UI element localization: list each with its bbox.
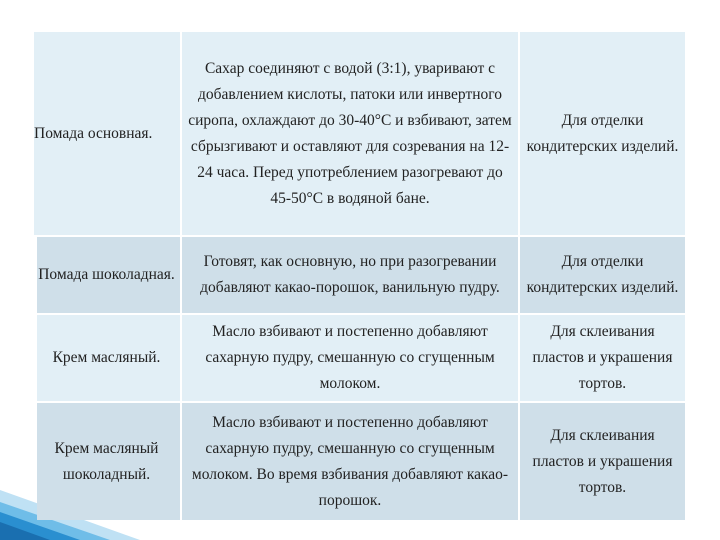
row-2-method: Готовят, как основную, но при разогревании добавляют какао-порошок, ванильную пудру. bbox=[180, 235, 520, 313]
row-1-method: Сахар соединяют с водой (3:1), уваривают с добавлением кислоты, патоки или инвертного сиропа, охлаждают до 30-40°С и взбивают, затем сбрызгивают и оставляют для созревания на 12-24 часа. Перед употреблением разогревают до 45-50°С в водяной бане. bbox=[180, 32, 520, 235]
row-3-use: Для склеивания пластов и украшения тортов. bbox=[520, 313, 685, 401]
row-1-name: Помада основная. bbox=[34, 32, 180, 235]
recipe-table bbox=[34, 32, 685, 520]
row-3-name: Крем масляный. bbox=[37, 313, 180, 401]
row-1-use: Для отделки кондитерских изделий. bbox=[520, 32, 685, 235]
row-4-method: Масло взбивают и постепенно добавляют сахарную пудру, смешанную со сгущенным молоком. Во время взбивания добавляют какао-порошок. bbox=[180, 401, 520, 520]
row-2-use: Для отделки кондитерских изделий. bbox=[520, 235, 685, 313]
row-2-name: Помада шоколадная. bbox=[37, 235, 180, 313]
row-4-name: Крем масляный шоколадный. bbox=[37, 401, 180, 520]
row-4-use: Для склеивания пластов и украшения тортов. bbox=[520, 401, 685, 520]
row-3-method: Масло взбивают и постепенно добавляют сахарную пудру, смешанную со сгущенным молоком. bbox=[180, 313, 520, 401]
